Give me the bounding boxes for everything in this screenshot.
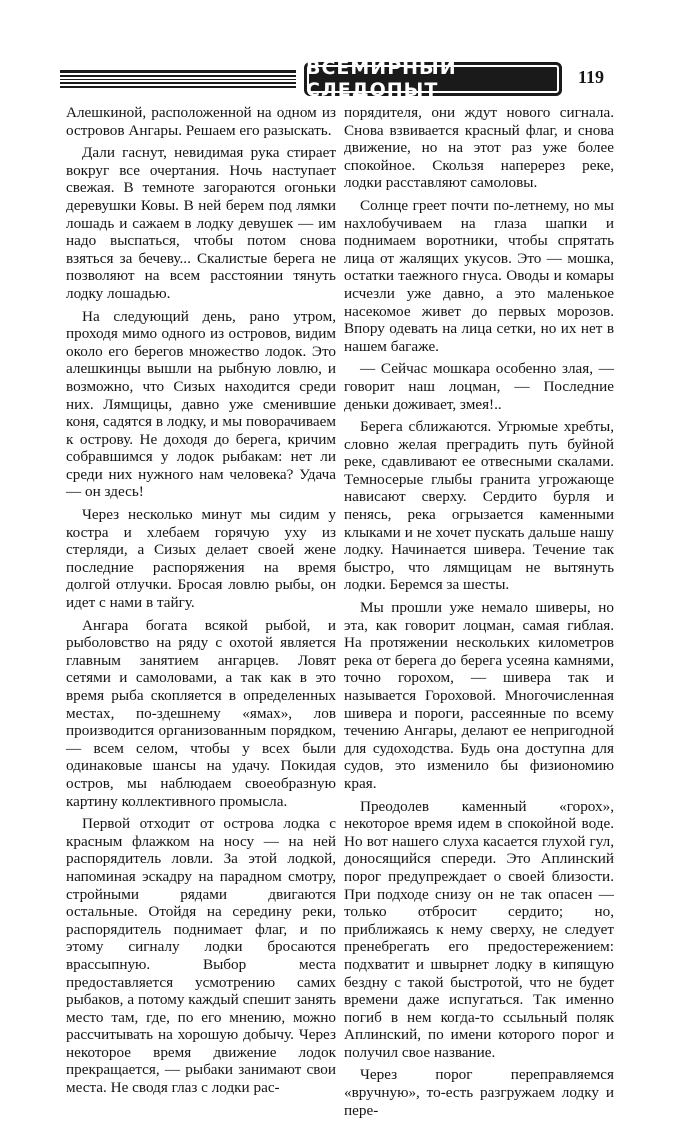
header-rule bbox=[60, 70, 296, 73]
header-rule bbox=[60, 75, 296, 77]
paragraph: Солнце греет почти по-летнему, но мы нахлобучиваем на глаза шапки и поднимаем воротники, чтобы спрятать лица от жалящих укусов. Это — мошка, остатки таежного гнуса. Оводы и комары исчезли уже давно, а это маленькое насекомое живет до первых морозов. Впору одевать на лица сетки, но их нет в нашем багаже. bbox=[344, 196, 614, 355]
paragraph: — Сейчас мошкара особенно злая, — говорит наш лоцман, — Последние деньки доживает, змея!.. bbox=[344, 360, 614, 413]
paragraph: Первой отходит от острова лодка с красным флажком на носу — на ней распорядитель ловли. За этой лодкой, напоминая эскадру на парадном смотру, стройными рядами двигаются остальные. Отойдя на середину реки, распорядитель поднимает флаг, и по этому сигналу лодки бросаются врассыпную. Выбор места предоставляется усмотрению самих рыбаков, а потому каждый спешит занять место там, где, по его мнению, можно рассчитывать на хорошую добычу. Через некоторое время движение лодок прекращается, — рыбаки занимают свои места. Не сводя глаз с лодки рас- bbox=[66, 815, 336, 1097]
paragraph: Мы прошли уже немало шиверы, но эта, как говорит лоцман, самая гиблая. На протяжении нескольких километров река от берега до берега усеяна камнями, точно горохом, — шивера так и называется Гороховой. Многочисленная шивера и пороги, рассеянные по всему течению Ангары, делают ее непригодной для судоходства. Будь она доступна для судов, это изменило бы физиономию края. bbox=[344, 599, 614, 792]
header-rule bbox=[60, 79, 296, 80]
page-header bbox=[60, 57, 620, 102]
header-rules bbox=[60, 70, 296, 88]
paragraph: Алешкиной, расположенной на одном из островов Ангары. Решаем его разыскать. bbox=[66, 104, 336, 139]
header-rule bbox=[60, 86, 296, 88]
paragraph: Через порог переправляемся «вручную», то-есть разгружаем лодку и пере- bbox=[344, 1066, 614, 1119]
paragraph: Через несколько минут мы сидим у костра и хлебаем горячую уху из стерляди, а Сизых делает своей жене последние распоряжения на время долгой отлучки. Бросая ловлю рыбы, он идет с нами в тайгу. bbox=[66, 506, 336, 612]
journal-masthead: ВСЕМИРНЫЙ СЛЕДОПЫТ bbox=[304, 62, 562, 96]
right-column bbox=[344, 104, 614, 1124]
paragraph: Преодолев каменный «горох», некоторое время идем в спокойной воде. Но вот нашего слуха касается глухой гул, доносящийся спереди. Это Аплинский порог предупреждает о своей близости. При подходе снизу он не так опасен — только отбросит сердито; но, приближаясь к нему сверху, не следует пренебрегать его предостережением: подхватит и швырнет лодку в кипящую бездну с такой быстротой, что не будет времени даже испугаться. Так именно погиб в нем когда-то ссыльный поляк Аплинский, по имени которого порог и получил свое название. bbox=[344, 797, 614, 1061]
paragraph: На следующий день, рано утром, проходя мимо одного из островов, видим около его берегов множество лодок. Это алешкинцы вышли на рыбную ловлю, и возможно, что Сизых находится среди них. Лямщицы, давно уже сменившие коня, садятся в лодку, и мы поворачиваем к острову. Не доходя до берега, кричим собравшимся у лодок рыбакам: нет ли среди них нужного нам человека? Удача — он здесь! bbox=[66, 307, 336, 501]
page-number: 119 bbox=[578, 67, 605, 87]
paragraph: Берега сближаются. Угрюмые хребты, словно желая преградить путь буйной реке, сдавливают ее отвесными скалами. Темносерые глыбы гранита угрожающе нависают сверху. Сердито бурля и пенясь, река огрызается каменными клыками и не хочет пускать дальше нашу лодку. Начинается шивера. Течение так быстро, что лямщицам не вытянуть лодки. Беремся за шесты. bbox=[344, 418, 614, 594]
paragraph: Ангара богата всякой рыбой, и рыболовство на ряду с охотой является главным занятием ангарцев. Ловят сетями и самоловами, а так как в это время рыба скопляется в определенных местах, по-здешнему «ямах», лов производится организованным порядком, — всем селом, чтобы у всех были одинаковые шансы на удачу. Покидая остров, мы наблюдаем своеобразную картину коллективного промысла. bbox=[66, 616, 336, 810]
paragraph: Дали гаснут, невидимая рука стирает вокруг все очертания. Ночь наступает свежая. В темноте загораются огоньки деревушки Ковы. В ней берем под лямки лошадь и сажаем в лодку девушек — им надо выспаться, чтобы потом снова взяться за бечеву... Скалистые берега не позволяют на всем расстоянии тянуть лодку лошадью. bbox=[66, 144, 336, 302]
left-column bbox=[66, 104, 336, 1102]
header-rule bbox=[60, 82, 296, 84]
paragraph: порядителя, они ждут нового сигнала. Снова взвивается красный флаг, и снова движение, но на этот раз уже более спокойное. Скользя наперерез реке, лодки расставляют самоловы. bbox=[344, 104, 614, 192]
